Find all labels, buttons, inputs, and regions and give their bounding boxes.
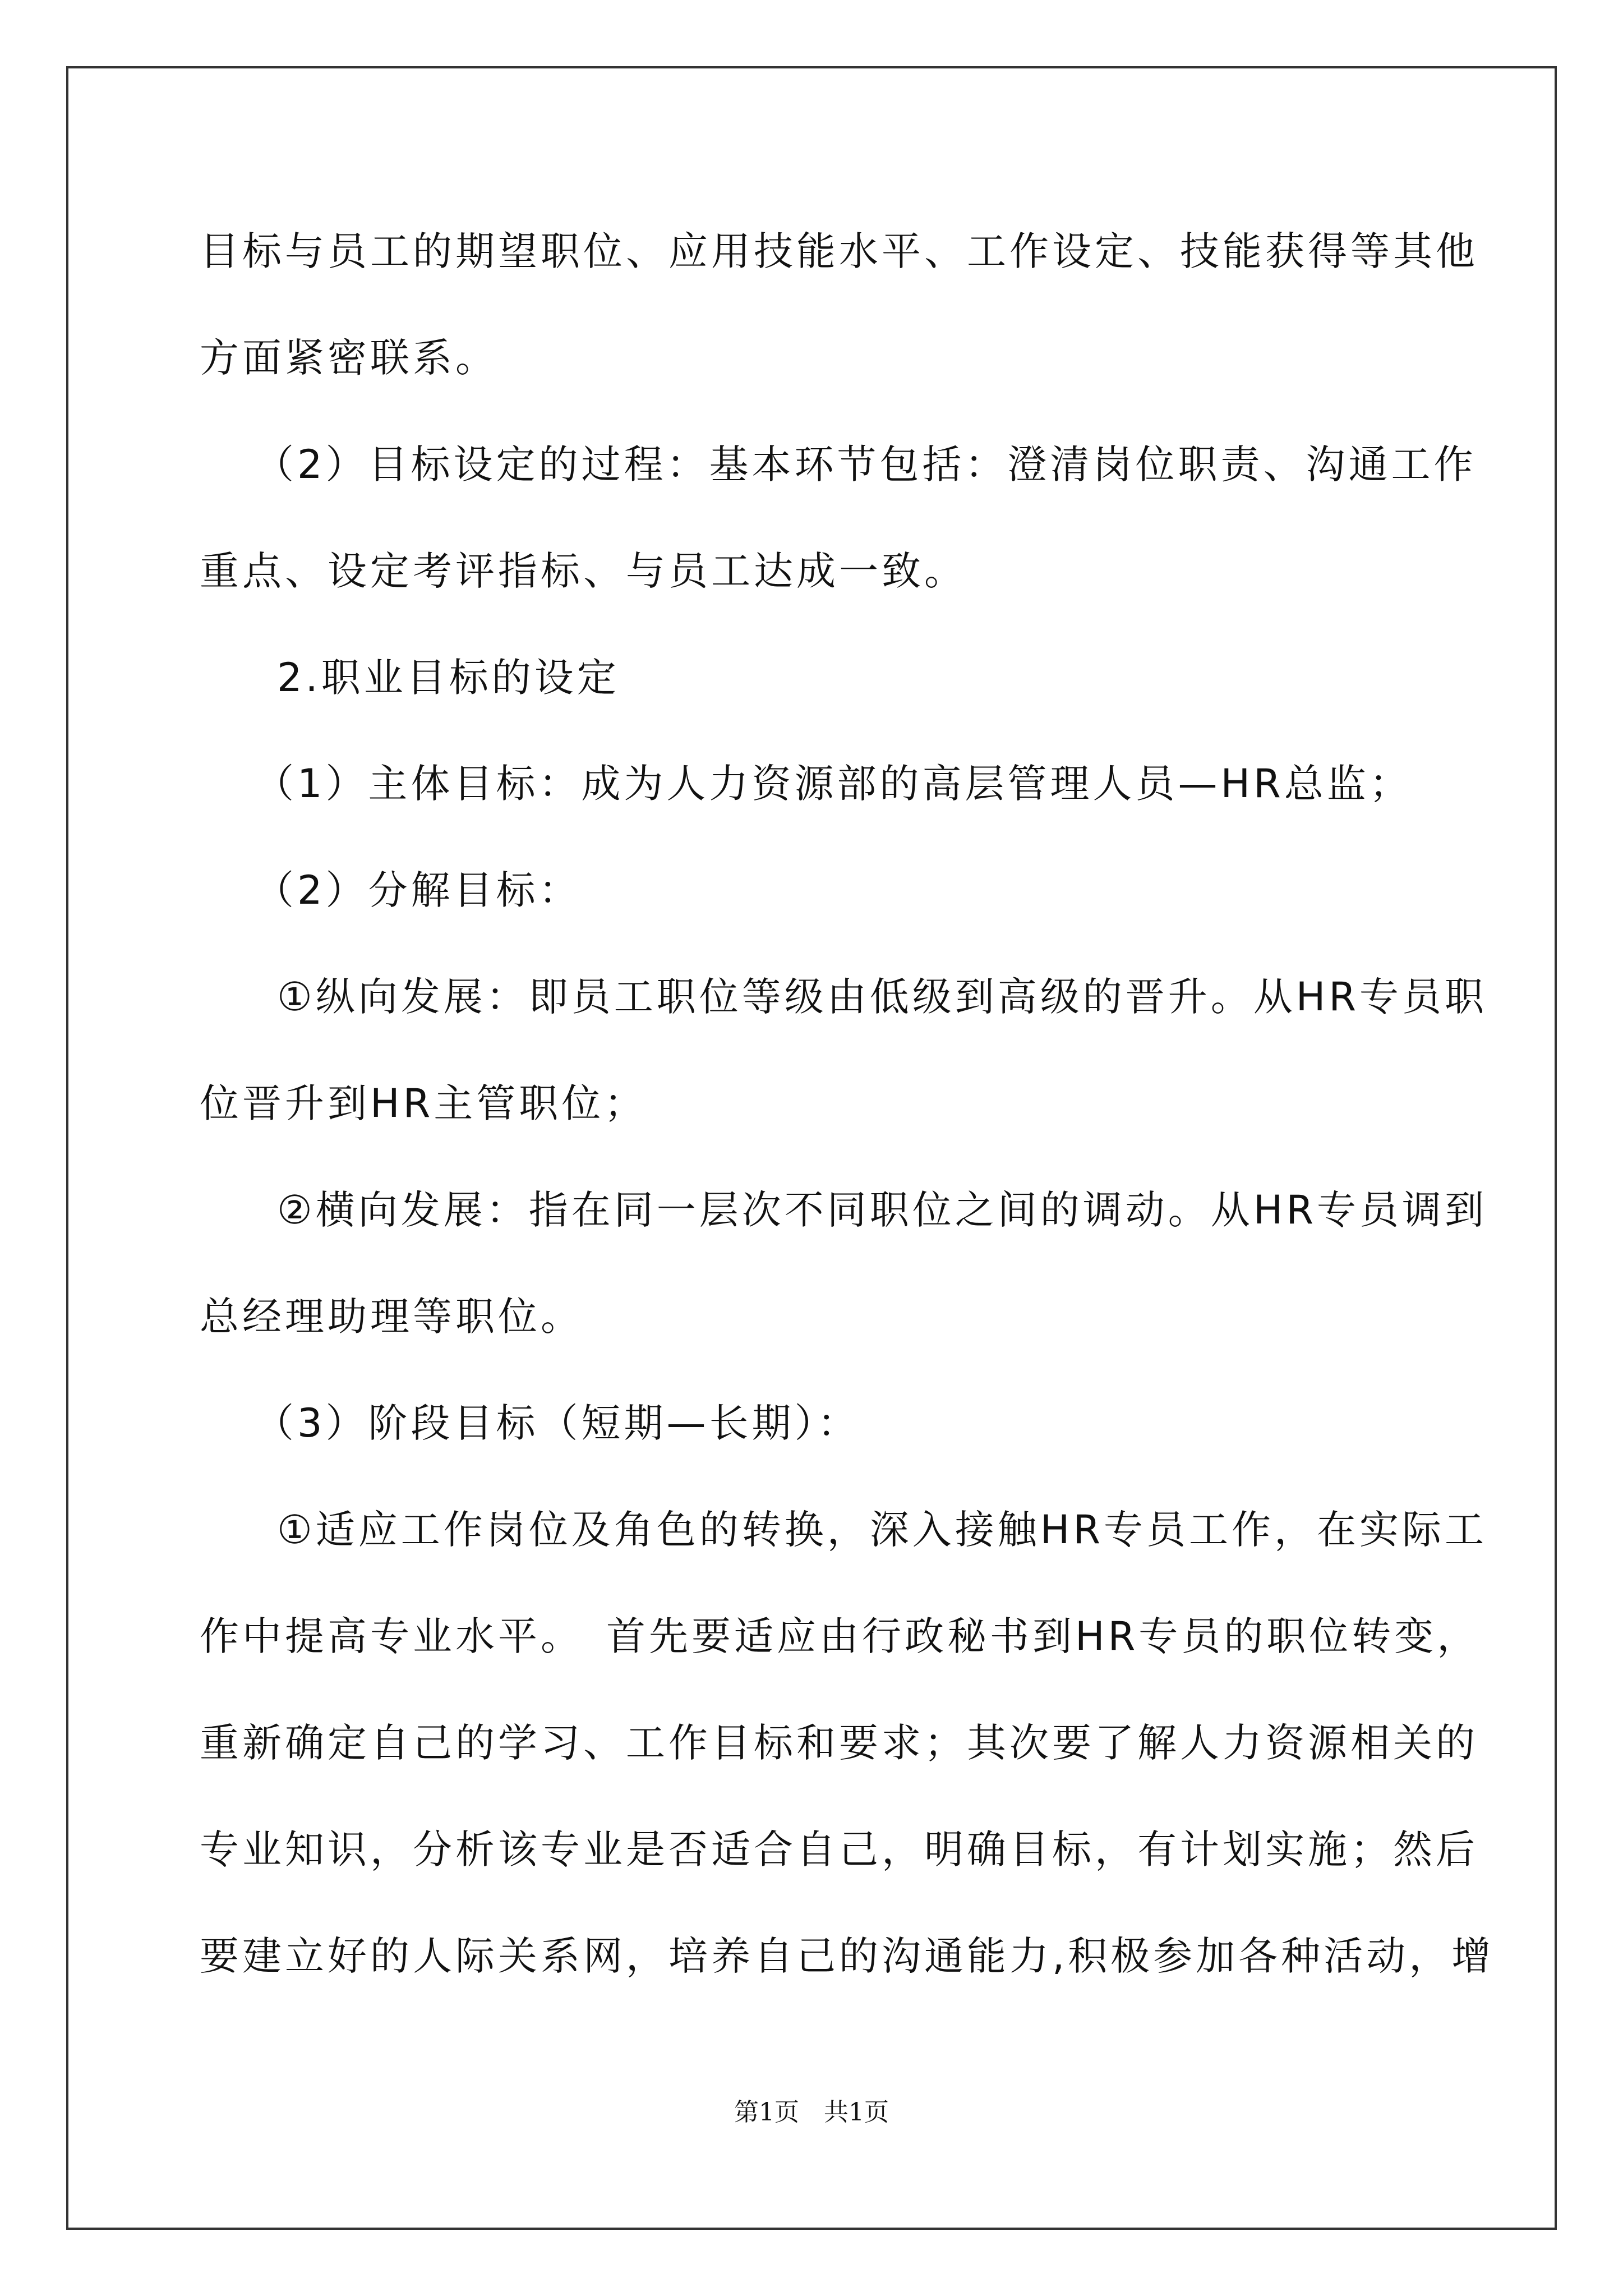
body-text-line: 重点、设定考评指标、与员工达成一致。 <box>200 548 967 594</box>
body-text-line: ①适应工作岗位及角色的转换，深入接触HR专员工作，在实际工 <box>277 1507 1488 1553</box>
body-text-line: （3）阶段目标（短期—长期）： <box>255 1400 860 1446</box>
body-text-line: 目标与员工的期望职位、应用技能水平、工作设定、技能获得等其他 <box>200 228 1478 274</box>
body-text-line: 总经理助理等职位。 <box>200 1294 583 1340</box>
body-text-line: 要建立好的人际关系网，培养自己的沟通能力,积极参加各种活动，增 <box>200 1933 1495 1979</box>
section-heading: 2.职业目标的设定 <box>277 655 620 701</box>
body-text-line: 位晋升到HR主管职位； <box>200 1080 647 1126</box>
page-footer: 第1页 共1页 <box>734 2098 889 2127</box>
body-text-line: （1）主体目标：成为人力资源部的高层管理人员—HR总监； <box>255 761 1412 807</box>
body-text-line: 重新确定自己的学习、工作目标和要求；其次要了解人力资源相关的 <box>200 1720 1478 1766</box>
body-text-line: 作中提高专业水平。 首先要适应由行政秘书到HR专员的职位转变， <box>200 1613 1480 1659</box>
body-text-line: 专业知识，分析该专业是否适合自己，明确目标，有计划实施；然后 <box>200 1826 1478 1872</box>
body-text-line: ②横向发展：指在同一层次不同职位之间的调动。从HR专员调到 <box>277 1187 1488 1233</box>
body-text-line: （2）目标设定的过程：基本环节包括：澄清岗位职责、沟通工作 <box>255 441 1477 487</box>
body-text-line: （2）分解目标： <box>255 867 582 913</box>
body-text-line: 方面紧密联系。 <box>200 335 498 381</box>
body-text-line: ①纵向发展：即员工职位等级由低级到高级的晋升。从HR专员职 <box>277 974 1488 1020</box>
page-border <box>66 66 1557 2230</box>
